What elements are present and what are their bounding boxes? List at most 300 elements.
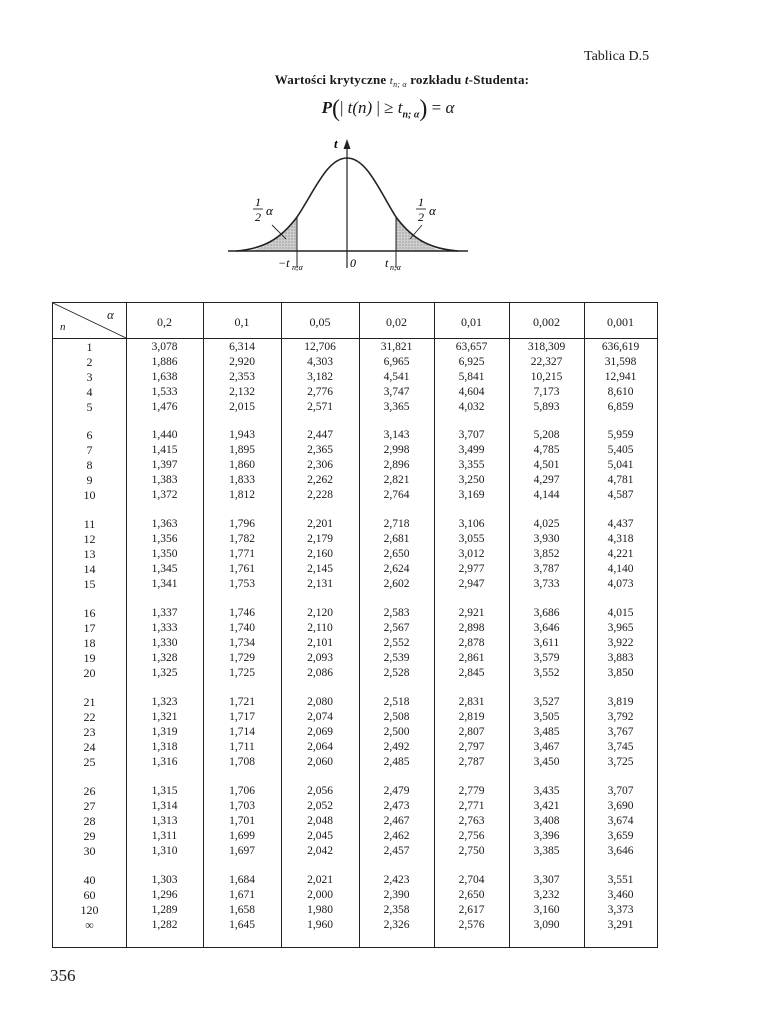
critical-value-cell: 2,064 [307, 741, 333, 753]
critical-value-cell: 2,583 [383, 607, 410, 619]
critical-value-cell: 3,883 [607, 652, 634, 664]
degrees-of-freedom: 5 [86, 400, 93, 414]
table-label: Tablica D.5 [584, 49, 650, 64]
critical-value-cell: 3,169 [458, 489, 485, 501]
degrees-of-freedom: 24 [83, 740, 96, 754]
critical-value-cell: 1,717 [229, 711, 255, 723]
critical-value-cell: 1,734 [229, 637, 255, 649]
critical-value-cell: 2,896 [383, 459, 410, 471]
degrees-of-freedom: 22 [83, 710, 96, 724]
critical-value-cell: 3,819 [607, 696, 634, 708]
degrees-of-freedom: 1 [86, 340, 93, 354]
alpha-header: 0,002 [533, 315, 560, 329]
column-divider [203, 303, 204, 947]
critical-value-cell: 2,052 [307, 800, 333, 812]
critical-value-cell: 3,450 [533, 756, 560, 768]
critical-value-cell: 3,725 [607, 756, 634, 768]
critical-value-cell: 1,363 [151, 518, 178, 530]
axis-t-label: t [334, 136, 338, 151]
critical-value-cell: 5,041 [607, 459, 634, 471]
critical-value-cell: 1,729 [229, 652, 255, 664]
critical-value-cell: 3,551 [607, 874, 634, 886]
critical-value-cell: 1,980 [307, 904, 333, 916]
critical-value-cell: 1,337 [151, 607, 178, 619]
critical-value-cell: 1,313 [151, 815, 178, 827]
critical-value-cell: 1,372 [151, 489, 178, 501]
critical-value-cell: 1,697 [229, 845, 255, 857]
critical-value-cell: 2,779 [458, 785, 485, 797]
critical-value-cell: 3,460 [607, 889, 634, 901]
critical-value-cell: 1,638 [151, 371, 178, 383]
left-alpha: α [266, 203, 273, 218]
critical-value-cell: 1,833 [229, 474, 255, 486]
critical-value-cell: 12,706 [304, 341, 336, 353]
degrees-of-freedom: 6 [86, 428, 93, 442]
critical-value-cell: 5,208 [533, 429, 560, 441]
critical-value-cell: 4,032 [458, 401, 485, 413]
critical-value-cell: 1,708 [229, 756, 255, 768]
critical-value-cell: 12,941 [604, 371, 637, 383]
left-half-den: 2 [255, 210, 261, 224]
critical-value-cell: 1,658 [229, 904, 255, 916]
critical-value-cell: 6,859 [607, 401, 634, 413]
critical-value-cell: 3,291 [607, 919, 634, 931]
alpha-header: 0,001 [607, 315, 634, 329]
critical-value-cell: 2,045 [307, 830, 333, 842]
critical-value-cell: 2,776 [307, 386, 333, 398]
critical-value-cell: 3,745 [607, 741, 634, 753]
critical-value-cell: 2,704 [458, 874, 485, 886]
pos-quantile-sub: n;α [390, 263, 401, 272]
degrees-of-freedom: 8 [86, 458, 93, 472]
critical-value-cell: 3,365 [383, 401, 410, 413]
critical-value-cell: 3,674 [607, 815, 634, 827]
degrees-of-freedom: 28 [83, 814, 96, 828]
right-half-num: 1 [418, 195, 424, 209]
critical-value-cell: 4,303 [307, 356, 333, 368]
critical-value-cell: 4,781 [607, 474, 634, 486]
critical-value-cell: 5,405 [607, 444, 634, 456]
degrees-of-freedom: 23 [83, 725, 96, 739]
critical-value-cell: 1,721 [229, 696, 255, 708]
critical-value-cell: 3,143 [383, 429, 410, 441]
critical-value-cell: 3,421 [533, 800, 560, 812]
critical-value-cell: 2,101 [307, 637, 333, 649]
critical-value-cell: 2,624 [383, 563, 410, 575]
critical-value-cell: 4,501 [533, 459, 560, 471]
critical-value-cell: 1,711 [229, 741, 255, 753]
critical-value-cell: 2,358 [383, 904, 410, 916]
critical-value-cell: 1,330 [151, 637, 178, 649]
critical-value-cell: 4,785 [533, 444, 560, 456]
degrees-of-freedom: 10 [83, 488, 96, 502]
critical-value-cell: 2,069 [307, 726, 333, 738]
critical-value-cell: 3,552 [533, 667, 560, 679]
critical-value-cell: 4,318 [607, 533, 634, 545]
critical-value-cell: 2,160 [307, 548, 333, 560]
critical-value-cell: 1,321 [151, 711, 178, 723]
critical-value-cell: 1,725 [229, 667, 255, 679]
column-divider [509, 303, 510, 947]
critical-value-cell: 1,671 [229, 889, 255, 901]
critical-value-cell: 2,756 [458, 830, 485, 842]
column-divider [434, 303, 435, 947]
critical-value-cell: 1,328 [151, 652, 178, 664]
critical-value-cell: 1,345 [151, 563, 178, 575]
page-number: 356 [50, 966, 76, 985]
column-divider [359, 303, 360, 947]
critical-value-cell: 2,771 [458, 800, 485, 812]
degrees-of-freedom: 25 [83, 755, 96, 769]
critical-value-cell: 6,965 [383, 356, 410, 368]
critical-value-cell: 4,604 [458, 386, 485, 398]
title-t: t [464, 72, 469, 87]
critical-value-cell: 1,761 [229, 563, 255, 575]
degrees-of-freedom: 60 [83, 888, 96, 902]
critical-value-cell: 3,055 [458, 533, 485, 545]
critical-value-cell: 1,812 [229, 489, 255, 501]
critical-value-cell: 3,930 [533, 533, 560, 545]
left-half-num: 1 [255, 195, 261, 209]
critical-value-cell: 3,646 [607, 845, 634, 857]
critical-value-cell: 2,262 [307, 474, 333, 486]
critical-value-cell: 1,440 [151, 429, 178, 441]
critical-value-cell: 2,479 [383, 785, 410, 797]
critical-value-cell: 3,499 [458, 444, 485, 456]
critical-value-cell: 3,232 [533, 889, 560, 901]
critical-value-cell: 2,462 [383, 830, 410, 842]
critical-value-cell: 1,645 [229, 919, 255, 931]
critical-value-cell: 2,831 [458, 696, 485, 708]
corner-alpha-label: α [107, 307, 114, 322]
degrees-of-freedom: 18 [83, 636, 96, 650]
critical-value-cell: 31,821 [380, 341, 413, 353]
critical-value-cell: 2,390 [383, 889, 410, 901]
critical-value-cell: 2,518 [383, 696, 410, 708]
critical-value-cell: 4,144 [533, 489, 560, 501]
degrees-of-freedom: 14 [83, 562, 96, 576]
critical-value-cell: 3,408 [533, 815, 560, 827]
critical-value-cell: 3,579 [533, 652, 560, 664]
degrees-of-freedom: 17 [83, 621, 96, 635]
critical-value-cell: 2,353 [229, 371, 255, 383]
critical-value-cell: 1,356 [151, 533, 178, 545]
critical-value-cell: 1,699 [229, 830, 255, 842]
critical-value-cell: 4,541 [383, 371, 410, 383]
critical-values-table [52, 302, 658, 948]
critical-value-cell: 3,747 [383, 386, 410, 398]
critical-value-cell: 2,921 [458, 607, 485, 619]
degrees-of-freedom: ∞ [85, 918, 94, 932]
critical-value-cell: 6,314 [229, 341, 255, 353]
degrees-of-freedom: 4 [86, 385, 93, 399]
critical-value-cell: 3,850 [607, 667, 634, 679]
critical-value-cell: 2,423 [383, 874, 410, 886]
critical-value-cell: 4,073 [607, 578, 634, 590]
critical-value-cell: 4,015 [607, 607, 634, 619]
critical-value-cell: 3,965 [607, 622, 634, 634]
critical-value-cell: 2,764 [383, 489, 410, 501]
critical-value-cell: 2,179 [307, 533, 333, 545]
critical-value-cell: 2,048 [307, 815, 333, 827]
critical-value-cell: 1,701 [229, 815, 255, 827]
critical-value-cell: 2,821 [383, 474, 410, 486]
critical-value-cell: 2,492 [383, 741, 410, 753]
critical-value-cell: 2,467 [383, 815, 410, 827]
critical-value-cell: 31,598 [604, 356, 637, 368]
critical-value-cell: 1,296 [151, 889, 178, 901]
degrees-of-freedom: 11 [83, 517, 96, 531]
table-corner [53, 303, 126, 338]
critical-value-cell: 2,998 [383, 444, 410, 456]
degrees-of-freedom: 21 [83, 695, 96, 709]
critical-value-cell: 2,947 [458, 578, 485, 590]
critical-value-cell: 3,505 [533, 711, 560, 723]
critical-value-cell: 1,943 [229, 429, 255, 441]
critical-value-cell: 4,437 [607, 518, 634, 530]
critical-value-cell: 1,314 [151, 800, 178, 812]
critical-value-cell: 2,718 [383, 518, 410, 530]
degrees-of-freedom: 12 [83, 532, 96, 546]
degrees-of-freedom: 9 [86, 473, 93, 487]
critical-value-cell: 2,508 [383, 711, 410, 723]
critical-value-cell: 2,500 [383, 726, 410, 738]
degrees-of-freedom: 15 [83, 577, 96, 591]
critical-value-cell: 7,173 [533, 386, 560, 398]
column-divider [584, 303, 585, 947]
critical-value-cell: 2,473 [383, 800, 410, 812]
critical-value-cell: 2,977 [458, 563, 485, 575]
critical-value-cell: 2,365 [307, 444, 333, 456]
critical-value-cell: 1,960 [307, 919, 333, 931]
critical-value-cell: 3,792 [607, 711, 634, 723]
critical-value-cell: 2,000 [307, 889, 333, 901]
critical-value-cell: 1,796 [229, 518, 255, 530]
critical-value-cell: 1,383 [151, 474, 178, 486]
title-prefix: Wartości krytyczne [274, 72, 387, 87]
critical-value-cell: 3,527 [533, 696, 560, 708]
alpha-header: 0,2 [157, 315, 172, 329]
critical-value-cell: 2,457 [383, 845, 410, 857]
critical-value-cell: 2,819 [458, 711, 485, 723]
degrees-of-freedom: 16 [83, 606, 96, 620]
critical-value-cell: 2,650 [458, 889, 485, 901]
critical-value-cell: 2,056 [307, 785, 333, 797]
critical-value-cell: 1,703 [229, 800, 255, 812]
alpha-header: 0,01 [461, 315, 482, 329]
critical-value-cell: 2,228 [307, 489, 333, 501]
critical-value-cell: 1,746 [229, 607, 255, 619]
critical-value-cell: 2,145 [307, 563, 333, 575]
critical-value-cell: 1,782 [229, 533, 255, 545]
critical-value-cell: 1,325 [151, 667, 178, 679]
critical-value-cell: 3,373 [607, 904, 634, 916]
critical-value-cell: 2,898 [458, 622, 485, 634]
critical-value-cell: 4,140 [607, 563, 634, 575]
critical-value-cell: 1,476 [151, 401, 178, 413]
critical-value-cell: 1,319 [151, 726, 178, 738]
degrees-of-freedom: 27 [83, 799, 96, 813]
critical-value-cell: 3,467 [533, 741, 560, 753]
table-header-row [53, 303, 657, 339]
critical-value-cell: 3,686 [533, 607, 560, 619]
critical-value-cell: 2,750 [458, 845, 485, 857]
degrees-of-freedom: 40 [83, 873, 96, 887]
critical-value-cell: 2,060 [307, 756, 333, 768]
critical-value-cell: 636,619 [601, 341, 640, 353]
critical-value-cell: 3,690 [607, 800, 634, 812]
critical-value-cell: 1,316 [151, 756, 178, 768]
critical-value-cell: 6,925 [458, 356, 485, 368]
critical-value-cell: 4,587 [607, 489, 634, 501]
critical-value-cell: 2,681 [383, 533, 410, 545]
page-title [0, 72, 768, 89]
critical-value-cell: 3,385 [533, 845, 560, 857]
neg-quantile-label: −t [278, 256, 290, 270]
critical-value-cell: 3,090 [533, 919, 560, 931]
critical-value-cell: 5,841 [458, 371, 485, 383]
degrees-of-freedom: 30 [83, 844, 96, 858]
critical-value-cell: 3,767 [607, 726, 634, 738]
critical-value-cell: 3,659 [607, 830, 634, 842]
t-distribution-diagram [222, 130, 482, 280]
column-divider [281, 303, 282, 947]
critical-value-cell: 2,763 [458, 815, 485, 827]
right-alpha: α [429, 203, 436, 218]
critical-value-cell: 2,650 [383, 548, 410, 560]
critical-value-cell: 3,611 [533, 637, 560, 649]
critical-value-cell: 3,787 [533, 563, 560, 575]
critical-value-cell: 318,309 [527, 341, 566, 353]
critical-value-cell: 1,341 [151, 578, 178, 590]
critical-value-cell: 2,797 [458, 741, 485, 753]
critical-value-cell: 1,303 [151, 874, 178, 886]
degrees-of-freedom: 3 [86, 370, 93, 384]
critical-value-cell: 4,221 [607, 548, 634, 560]
critical-value-cell: 2,086 [307, 667, 333, 679]
probability-formula: P(| t(n) | ≥ $t_{n; \alpha}) = \alpha$ [321, 96, 455, 122]
degrees-of-freedom: 20 [83, 666, 96, 680]
column-divider [126, 303, 127, 947]
alpha-header: 0,1 [234, 315, 250, 329]
critical-value-cell: 2,552 [383, 637, 410, 649]
pos-quantile-label: t [385, 256, 389, 270]
critical-value-cell: 2,571 [307, 401, 333, 413]
critical-value-cell: 1,289 [151, 904, 178, 916]
critical-value-cell: 2,021 [307, 874, 333, 886]
critical-value-cell: 2,845 [458, 667, 485, 679]
critical-value-cell: 3,922 [607, 637, 634, 649]
critical-value-cell: 1,333 [151, 622, 178, 634]
critical-value-cell: 1,315 [151, 785, 178, 797]
critical-value-cell: 1,706 [229, 785, 255, 797]
critical-value-cell: 1,311 [151, 830, 178, 842]
critical-value-cell: 2,131 [307, 578, 333, 590]
critical-value-cell: 3,435 [533, 785, 560, 797]
degrees-of-freedom: 29 [83, 829, 96, 843]
critical-value-cell: 2,120 [307, 607, 333, 619]
critical-value-cell: 3,078 [151, 341, 178, 353]
critical-value-cell: 22,327 [530, 356, 563, 368]
critical-value-cell: 2,539 [383, 652, 410, 664]
critical-value-cell: 1,533 [151, 386, 178, 398]
critical-value-cell: 2,110 [307, 622, 333, 634]
critical-value-cell: 2,485 [383, 756, 410, 768]
critical-value-cell: 2,602 [383, 578, 410, 590]
critical-value-cell: 3,012 [458, 548, 485, 560]
t-axis-arrow [344, 139, 351, 149]
degrees-of-freedom: 19 [83, 651, 96, 665]
critical-value-cell: 3,733 [533, 578, 560, 590]
critical-value-cell: 2,201 [307, 518, 333, 530]
title-suffix: rozkładu [410, 72, 462, 87]
critical-value-cell: 1,684 [229, 874, 255, 886]
alpha-header: 0,02 [386, 315, 407, 329]
critical-value-cell: 2,042 [307, 845, 333, 857]
critical-value-cell: 2,015 [229, 401, 255, 413]
critical-value-cell: 3,182 [307, 371, 333, 383]
neg-quantile-sub: n;α [292, 263, 303, 272]
critical-value-cell: 2,787 [458, 756, 485, 768]
critical-value-cell: 3,355 [458, 459, 485, 471]
critical-value-cell: 3,852 [533, 548, 560, 560]
title-t-symbol: $t_{n; \alpha}$ [389, 75, 407, 90]
alpha-header: 0,05 [309, 315, 331, 329]
critical-value-cell: 3,646 [533, 622, 560, 634]
degrees-of-freedom: 13 [83, 547, 96, 561]
right-half-den: 2 [418, 210, 424, 224]
critical-value-cell: 2,132 [229, 386, 255, 398]
critical-value-cell: 3,707 [458, 429, 485, 441]
critical-value-cell: 2,617 [458, 904, 485, 916]
critical-value-cell: 63,657 [455, 341, 488, 353]
critical-value-cell: 2,807 [458, 726, 485, 738]
degrees-of-freedom: 26 [83, 784, 96, 798]
critical-value-cell: 3,160 [533, 904, 560, 916]
critical-value-cell: 1,895 [229, 444, 255, 456]
critical-value-cell: 2,093 [307, 652, 333, 664]
critical-value-cell: 2,447 [307, 429, 333, 441]
critical-value-cell: 1,323 [151, 696, 178, 708]
degrees-of-freedom: 120 [80, 903, 99, 917]
degrees-of-freedom: 2 [86, 355, 93, 369]
critical-value-cell: 2,878 [458, 637, 485, 649]
critical-value-cell: 2,567 [383, 622, 410, 634]
critical-value-cell: 1,310 [151, 845, 178, 857]
title-end: -Studenta: [468, 72, 530, 87]
critical-value-cell: 2,576 [458, 919, 485, 931]
critical-value-cell: 1,350 [151, 548, 178, 560]
critical-value-cell: 5,959 [607, 429, 634, 441]
critical-value-cell: 3,106 [458, 518, 485, 530]
critical-value-cell: 2,326 [383, 919, 410, 931]
critical-value-cell: 2,074 [307, 711, 333, 723]
critical-value-cell: 1,415 [151, 444, 178, 456]
critical-value-cell: 2,861 [458, 652, 485, 664]
critical-value-cell: 1,714 [229, 726, 255, 738]
critical-value-cell: 1,771 [229, 548, 255, 560]
critical-value-cell: 1,860 [229, 459, 255, 471]
zero-label: 0 [350, 256, 356, 270]
critical-value-cell: 1,282 [151, 919, 178, 931]
critical-value-cell: 8,610 [607, 386, 634, 398]
critical-value-cell: 4,025 [533, 518, 560, 530]
critical-value-cell: 3,396 [533, 830, 560, 842]
critical-value-cell: 2,528 [383, 667, 410, 679]
critical-value-cell: 4,297 [533, 474, 560, 486]
critical-value-cell: 1,753 [229, 578, 255, 590]
critical-value-cell: 1,886 [151, 356, 178, 368]
